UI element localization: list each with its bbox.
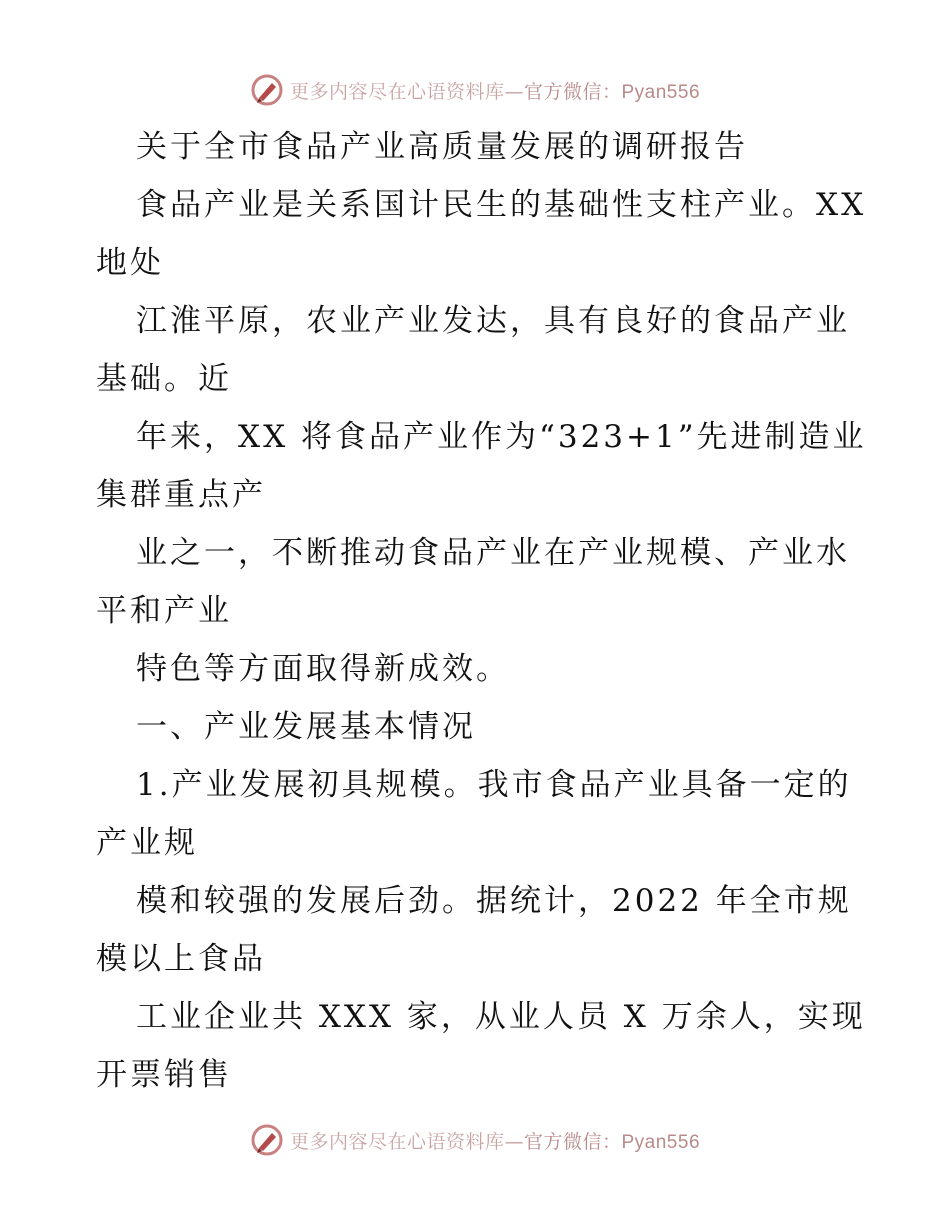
watermark-dash: —	[504, 80, 524, 103]
watermark-label: 官方微信：	[523, 80, 622, 103]
paragraph-line: 年来，XX 将食品产业作为“323+1”先进制造业	[136, 419, 867, 455]
header-watermark	[0, 70, 950, 110]
paragraph-line: 地处	[96, 245, 164, 281]
paragraph-line: 1.产业发展初具规模。我市食品产业具备一定的	[136, 767, 852, 803]
document-title: 关于全市食品产业高质量发展的调研报告	[136, 129, 748, 165]
paragraph-line: 工业企业共 XXX 家，从业人员 X 万余人，实现	[136, 999, 866, 1035]
watermark-text	[290, 77, 700, 104]
watermark-id: Pyan556	[621, 81, 701, 103]
paragraph-line: 平和产业	[96, 593, 232, 629]
pen-logo-icon	[250, 1123, 284, 1157]
watermark-text	[290, 1127, 700, 1154]
paragraph-line: 开票销售	[96, 1057, 232, 1093]
paragraph-line: 业之一，不断推动食品产业在产业规模、产业水	[136, 535, 850, 571]
watermark-brand: 更多内容尽在心语资料库	[289, 80, 505, 103]
watermark-id: Pyan556	[621, 1131, 701, 1153]
paragraph-line: 模以上食品	[96, 941, 266, 977]
paragraph-line: 模和较强的发展后劲。据统计，2022 年全市规	[136, 883, 852, 919]
paragraph-line: 产业规	[96, 825, 198, 861]
paragraph-line: 特色等方面取得新成效。	[136, 651, 510, 687]
footer-watermark	[0, 1120, 950, 1160]
watermark-label: 官方微信：	[523, 1130, 622, 1153]
document-body	[96, 118, 867, 1104]
paragraph-line: 食品产业是关系国计民生的基础性支柱产业。XX	[136, 187, 867, 223]
watermark-dash: —	[504, 1130, 524, 1153]
watermark-brand: 更多内容尽在心语资料库	[289, 1130, 505, 1153]
paragraph-line: 江淮平原，农业产业发达，具有良好的食品产业	[136, 303, 850, 339]
paragraph-line: 基础。近	[96, 361, 232, 397]
pen-logo-icon	[250, 73, 284, 107]
paragraph-line: 集群重点产	[96, 477, 266, 513]
section-heading: 一、产业发展基本情况	[136, 709, 476, 745]
